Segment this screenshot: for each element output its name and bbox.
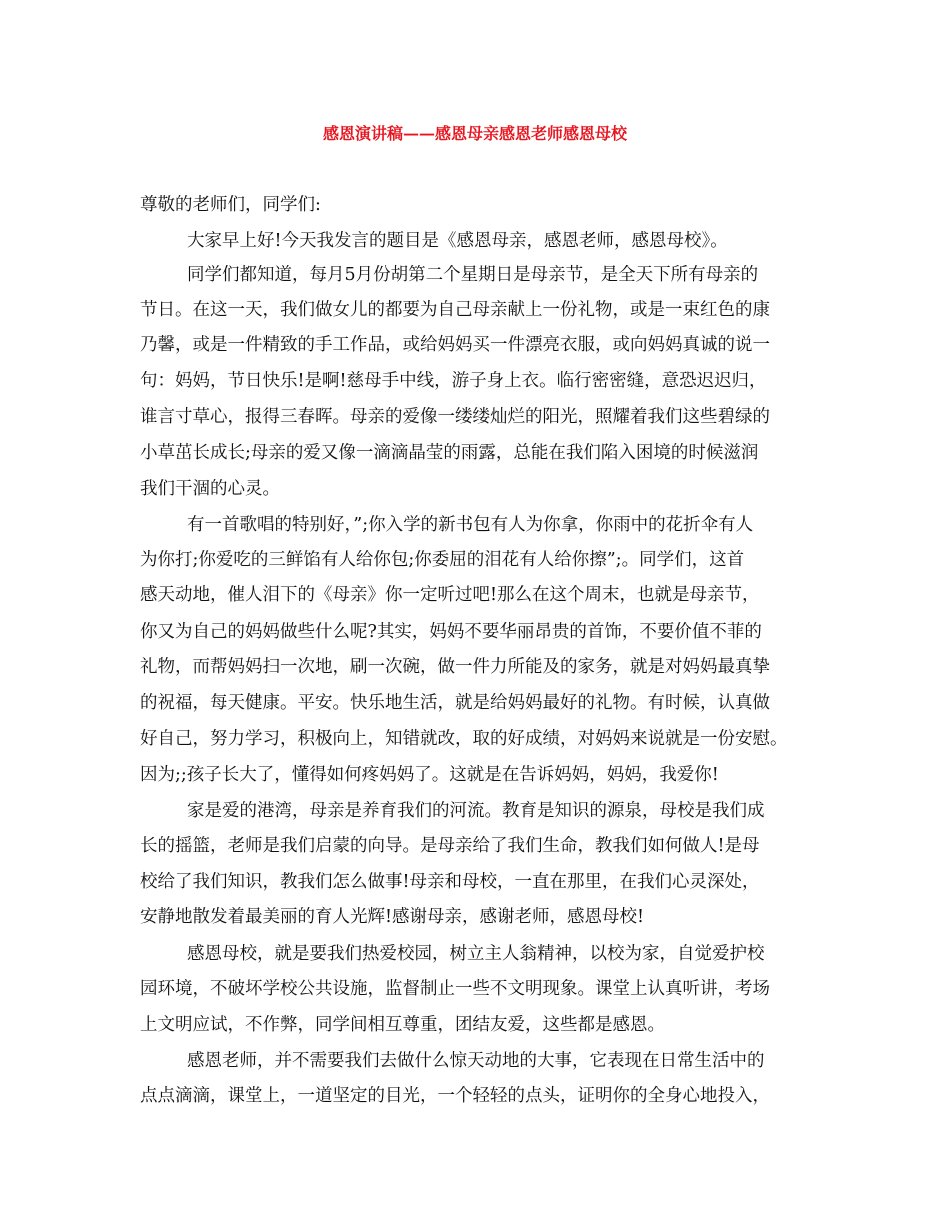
text-line: 小草茁长成长;母亲的爱又像一滴滴晶莹的雨露，总能在我们陷入困境的时候滋润 xyxy=(140,443,759,463)
text-line: 我们干涸的心灵。 xyxy=(140,479,280,499)
text-line: 感恩母校，就是要我们热爱校园，树立主人翁精神，以校为家，自觉爱护校 xyxy=(187,944,765,964)
text-line: 安静地散发着最美丽的育人光辉!感谢母亲，感谢老师，感恩母校! xyxy=(140,907,645,927)
text-line: 节日。在这一天，我们做女儿的都要为自己母亲献上一份礼物，或是一束红色的康 xyxy=(140,300,770,320)
text-line: 园环境，不破坏学校公共设施，监督制止一些不文明现象。课堂上认真听讲，考场 xyxy=(140,979,770,999)
text-line: 大家早上好!今天我发言的题目是《感恩母亲，感恩老师，感恩母校》。 xyxy=(187,231,728,251)
text-line: 校给了我们知识，教我们怎么做事!母亲和母校，一直在那里，在我们心灵深处， xyxy=(140,872,760,892)
text-line: 的祝福，每天健康。平安。快乐地生活，就是给妈妈最好的礼物。有时候，认真做 xyxy=(140,693,770,713)
text-line: 感天动地，催人泪下的《母亲》你一定听过吧!那么在这个周末，也就是母亲节， xyxy=(140,585,760,605)
text-line: 有一首歌唱的特别好，”;你入学的新书包有人为你拿，你雨中的花折伞有人 xyxy=(187,515,754,535)
document-title: 感恩演讲稿——感恩母亲感恩老师感恩母校 xyxy=(322,124,627,143)
text-line: 礼物，而帮妈妈扫一次地，刷一次碗，做一件力所能及的家务，就是对妈妈最真挚 xyxy=(140,657,770,677)
text-line: 乃馨，或是一件精致的手工作品，或给妈妈买一件漂亮衣服，或向妈妈真诚的说一 xyxy=(140,335,770,355)
text-line: 点点滴滴，课堂上，一道坚定的目光，一个轻轻的点头，证明你的全身心地投入， xyxy=(140,1086,770,1106)
text-line: 因为;;孩子长大了，懂得如何疼妈妈了。这就是在告诉妈妈，妈妈，我爱你! xyxy=(140,765,719,785)
text-line: 句：妈妈，节日快乐!是啊!慈母手中线，游子身上衣。临行密密缝，意恐迟迟归， xyxy=(140,371,767,391)
text-line: 长的摇篮，老师是我们启蒙的向导。是母亲给了我们生命，教我们如何做人!是母 xyxy=(140,836,760,856)
text-line: 谁言寸草心，报得三春晖。母亲的爱像一缕缕灿烂的阳光，照耀着我们这些碧绿的 xyxy=(140,407,770,427)
text-line: 同学们都知道，每月5月份胡第二个星期日是母亲节，是全天下所有母亲的 xyxy=(187,265,759,285)
text-line: 感恩老师，并不需要我们去做什么惊天动地的大事，它表现在日常生活中的 xyxy=(187,1051,765,1071)
text-line: 好自己，努力学习，积极向上，知错就改，取的好成绩，对妈妈来说就是一份安慰。 xyxy=(140,729,788,749)
text-line: 你又为自己的妈妈做些什么呢?其实，妈妈不要华丽昂贵的首饰，不要价值不菲的 xyxy=(140,622,762,642)
salutation: 尊敬的老师们，同学们: xyxy=(140,195,321,215)
text-line: 家是爱的港湾，母亲是养育我们的河流。教育是知识的源泉，母校是我们成 xyxy=(187,801,765,821)
text-line: 上文明应试，不作弊，同学间相互尊重，团结友爱，这些都是感恩。 xyxy=(140,1015,665,1035)
text-line: 为你打;你爱吃的三鲜馅有人给你包;你委屈的泪花有人给你擦”;。同学们，这首 xyxy=(140,550,745,570)
